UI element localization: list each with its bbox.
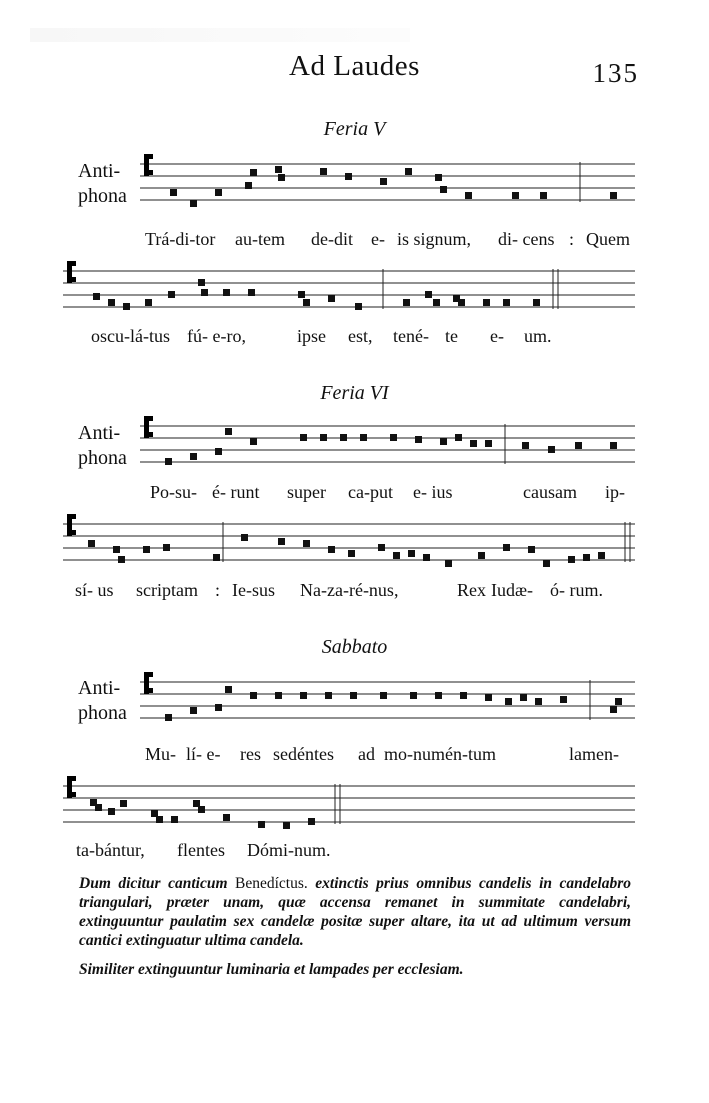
neume-note bbox=[215, 189, 222, 196]
neume-note bbox=[520, 694, 527, 701]
page-title: Ad Laudes bbox=[289, 50, 420, 82]
lyric-syllable: e- ius bbox=[413, 482, 453, 502]
neume-note bbox=[390, 434, 397, 441]
lyric-syllable: causam bbox=[523, 482, 577, 502]
music-staff bbox=[63, 255, 635, 335]
lyric-syllable: Rex bbox=[457, 580, 486, 600]
neume-note bbox=[478, 552, 485, 559]
lyric-syllable: Trá-di-tor bbox=[145, 229, 216, 249]
neume-note bbox=[215, 704, 222, 711]
neume-note bbox=[410, 692, 417, 699]
neume-note bbox=[340, 434, 347, 441]
music-staff bbox=[140, 666, 635, 746]
lyric-syllable: Mu- bbox=[145, 744, 176, 764]
neume-note bbox=[123, 303, 130, 310]
antiphona-label-line1: Anti- bbox=[78, 422, 121, 444]
neume-note bbox=[303, 299, 310, 306]
clef-mark bbox=[144, 154, 153, 159]
neume-note bbox=[503, 544, 510, 551]
section-heading-feria-v: Feria V bbox=[323, 118, 386, 140]
neume-note bbox=[610, 706, 617, 713]
lyric-syllable: oscu-lá-tus bbox=[91, 326, 170, 346]
neume-note bbox=[528, 546, 535, 553]
neume-note bbox=[320, 168, 327, 175]
lyric-syllable: : bbox=[215, 580, 221, 600]
neume-note bbox=[88, 540, 95, 547]
clef-mark bbox=[144, 170, 153, 175]
neume-note bbox=[201, 289, 208, 296]
lyric-syllable: super bbox=[287, 482, 326, 502]
neume-note bbox=[598, 552, 605, 559]
neume-note bbox=[393, 552, 400, 559]
lyric-syllable: é- runt bbox=[212, 482, 260, 502]
clef-mark bbox=[144, 432, 153, 437]
neume-note bbox=[145, 299, 152, 306]
lyric-syllable: lí- e- bbox=[186, 744, 221, 764]
neume-note bbox=[151, 810, 158, 817]
neume-note bbox=[190, 707, 197, 714]
neume-note bbox=[250, 438, 257, 445]
neume-note bbox=[303, 540, 310, 547]
clef-mark bbox=[67, 277, 76, 282]
neume-note bbox=[275, 166, 282, 173]
lyric-syllable: Quem bbox=[586, 229, 630, 249]
clef-mark bbox=[67, 530, 76, 535]
clef-mark bbox=[67, 261, 76, 266]
neume-note bbox=[615, 698, 622, 705]
neume-note bbox=[470, 440, 477, 447]
lyric-syllable: flentes bbox=[177, 840, 225, 860]
antiphona-label-line1: Anti- bbox=[78, 160, 121, 182]
neume-note bbox=[348, 550, 355, 557]
music-staff bbox=[63, 770, 635, 850]
neume-note bbox=[360, 434, 367, 441]
lyric-syllable: ó- rum. bbox=[550, 580, 603, 600]
neume-note bbox=[245, 182, 252, 189]
antiphona-label bbox=[78, 676, 127, 726]
neume-note bbox=[168, 291, 175, 298]
neume-note bbox=[225, 686, 232, 693]
neume-note bbox=[241, 534, 248, 541]
antiphona-label-line2: phona bbox=[78, 702, 127, 724]
lyric-syllable: Na-za-ré-nus, bbox=[300, 580, 399, 600]
neume-note bbox=[258, 821, 265, 828]
neume-note bbox=[485, 440, 492, 447]
neume-note bbox=[198, 806, 205, 813]
neume-note bbox=[223, 289, 230, 296]
neume-note bbox=[548, 446, 555, 453]
neume-note bbox=[275, 692, 282, 699]
neume-note bbox=[465, 192, 472, 199]
neume-note bbox=[378, 544, 385, 551]
neume-note bbox=[583, 554, 590, 561]
page-number: 135 bbox=[592, 58, 639, 88]
neume-note bbox=[308, 818, 315, 825]
lyric-syllable: Iudæ- bbox=[491, 580, 533, 600]
neume-note bbox=[522, 442, 529, 449]
neume-note bbox=[380, 692, 387, 699]
lyric-syllable: sedéntes bbox=[273, 744, 334, 764]
lyric-syllable: di- cens bbox=[498, 229, 555, 249]
neume-note bbox=[415, 436, 422, 443]
lyric-syllable: ipse bbox=[297, 326, 326, 346]
neume-note bbox=[250, 169, 257, 176]
clef-mark bbox=[67, 514, 76, 519]
lyric-syllable: de-dit bbox=[311, 229, 353, 249]
lyric-syllable: Ie-sus bbox=[232, 580, 275, 600]
rubric-paragraph-2: Similiter extinguuntur luminaria et lampades per ecclesiam. bbox=[79, 961, 464, 978]
lyric-syllable: ip- bbox=[605, 482, 625, 502]
lyric-syllable: : bbox=[569, 229, 575, 249]
neume-note bbox=[610, 442, 617, 449]
neume-note bbox=[190, 453, 197, 460]
rubric-canticle-name: Benedíctus. bbox=[235, 875, 308, 892]
neume-note bbox=[215, 448, 222, 455]
neume-note bbox=[108, 299, 115, 306]
neume-note bbox=[568, 556, 575, 563]
neume-note bbox=[225, 428, 232, 435]
neume-note bbox=[543, 560, 550, 567]
clef-mark bbox=[144, 416, 153, 421]
clef-mark bbox=[144, 688, 153, 693]
neume-note bbox=[118, 556, 125, 563]
neume-note bbox=[248, 289, 255, 296]
lyric-syllable: scriptam bbox=[136, 580, 198, 600]
neume-note bbox=[355, 303, 362, 310]
neume-note bbox=[278, 538, 285, 545]
neume-note bbox=[610, 192, 617, 199]
clef-mark bbox=[67, 776, 76, 781]
neume-note bbox=[512, 192, 519, 199]
neume-note bbox=[440, 438, 447, 445]
neume-note bbox=[435, 692, 442, 699]
section-heading-sabbato: Sabbato bbox=[321, 636, 388, 658]
lyric-syllable: is signum, bbox=[397, 229, 472, 249]
clef-mark bbox=[67, 792, 76, 797]
neume-note bbox=[223, 814, 230, 821]
lyric-syllable: te bbox=[445, 326, 458, 346]
antiphona-label-line1: Anti- bbox=[78, 677, 121, 699]
neume-note bbox=[193, 800, 200, 807]
neume-note bbox=[298, 291, 305, 298]
lyric-syllable: Dómi-num. bbox=[247, 840, 331, 860]
antiphona-label bbox=[78, 159, 127, 209]
lyric-syllable: au-tem bbox=[235, 229, 285, 249]
neume-note bbox=[483, 299, 490, 306]
lyric-syllable: e- bbox=[371, 229, 385, 249]
neume-note bbox=[440, 186, 447, 193]
rubric-paragraph bbox=[79, 874, 631, 950]
lyric-syllable: Po-su- bbox=[150, 482, 198, 502]
neume-note bbox=[380, 178, 387, 185]
lyric-syllable: tené- bbox=[393, 326, 429, 346]
neume-note bbox=[408, 550, 415, 557]
antiphona-label bbox=[78, 421, 127, 471]
clef-mark bbox=[144, 672, 153, 677]
neume-note bbox=[328, 295, 335, 302]
neume-note bbox=[540, 192, 547, 199]
neume-note bbox=[213, 554, 220, 561]
neume-note bbox=[403, 299, 410, 306]
neume-note bbox=[533, 299, 540, 306]
neume-note bbox=[575, 442, 582, 449]
neume-note bbox=[320, 434, 327, 441]
neume-note bbox=[350, 692, 357, 699]
neume-note bbox=[198, 279, 205, 286]
neume-note bbox=[425, 291, 432, 298]
lyric-syllable: um. bbox=[524, 326, 552, 346]
neume-note bbox=[423, 554, 430, 561]
neume-note bbox=[503, 299, 510, 306]
neume-note bbox=[455, 434, 462, 441]
neume-note bbox=[278, 174, 285, 181]
antiphona-label-line2: phona bbox=[78, 447, 127, 469]
section-heading-feria-vi: Feria VI bbox=[320, 382, 389, 404]
music-staff bbox=[140, 148, 635, 228]
lyric-syllable: sí- us bbox=[75, 580, 114, 600]
rubric-text: extinctis prius omnibus candelis in candelabro triangulari, præter unam, quæ accensa remanet in summitate candelabri, extinguuntur paulatim sex candelæ positæ super altare, ita ut ad ultimum versum cantici extinguatur ultima candela. bbox=[79, 875, 631, 949]
neume-note bbox=[485, 694, 492, 701]
neume-note bbox=[120, 800, 127, 807]
lyric-syllable: est, bbox=[348, 326, 373, 346]
lyric-syllable: ta-bántur, bbox=[76, 840, 145, 860]
lyric-syllable: mo-numén-tum bbox=[384, 744, 496, 764]
neume-note bbox=[108, 808, 115, 815]
lyric-syllable: fú- e-ro, bbox=[187, 326, 246, 346]
neume-note bbox=[445, 560, 452, 567]
neume-note bbox=[165, 714, 172, 721]
neume-note bbox=[460, 692, 467, 699]
music-staff bbox=[63, 508, 635, 588]
neume-note bbox=[171, 816, 178, 823]
music-staff bbox=[140, 410, 635, 490]
neume-note bbox=[560, 696, 567, 703]
neume-note bbox=[250, 692, 257, 699]
neume-note bbox=[190, 200, 197, 207]
rubric-text: Dum dicitur canticum bbox=[79, 875, 236, 892]
neume-note bbox=[170, 189, 177, 196]
neume-note bbox=[300, 692, 307, 699]
neume-note bbox=[163, 544, 170, 551]
lyric-syllable: ad bbox=[358, 744, 375, 764]
neume-note bbox=[345, 173, 352, 180]
neume-note bbox=[165, 458, 172, 465]
lyric-syllable: lamen- bbox=[569, 744, 619, 764]
neume-note bbox=[283, 822, 290, 829]
neume-note bbox=[535, 698, 542, 705]
neume-note bbox=[458, 299, 465, 306]
lyric-syllable: res bbox=[240, 744, 261, 764]
lyric-syllable: e- bbox=[490, 326, 504, 346]
scan-smudge bbox=[30, 28, 410, 42]
neume-note bbox=[95, 804, 102, 811]
neume-note bbox=[433, 299, 440, 306]
neume-note bbox=[143, 546, 150, 553]
neume-note bbox=[113, 546, 120, 553]
neume-note bbox=[300, 434, 307, 441]
neume-note bbox=[505, 698, 512, 705]
lyric-syllable: ca-put bbox=[348, 482, 393, 502]
neume-note bbox=[93, 293, 100, 300]
neume-note bbox=[325, 692, 332, 699]
neume-note bbox=[328, 546, 335, 553]
antiphona-label-line2: phona bbox=[78, 185, 127, 207]
neume-note bbox=[435, 174, 442, 181]
neume-note bbox=[405, 168, 412, 175]
neume-note bbox=[156, 816, 163, 823]
